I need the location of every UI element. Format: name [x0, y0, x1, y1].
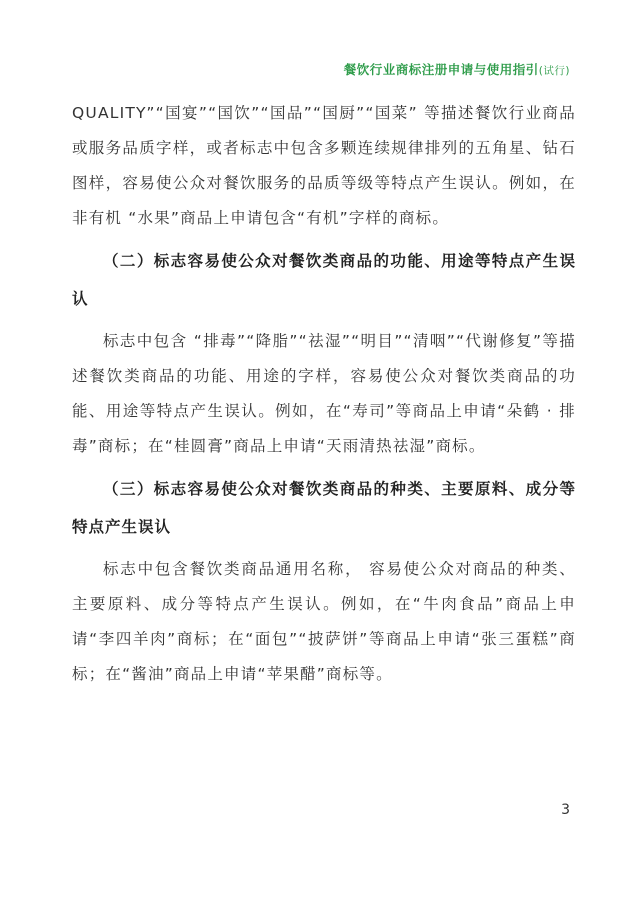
document-body	[72, 96, 576, 692]
running-header-title: 餐饮行业商标注册申请与使用指引	[343, 62, 539, 77]
running-header	[344, 60, 570, 78]
body-paragraph-2: 标志中包含 “排毒”“降脂”“祛湿”“明目”“清咽”“代谢修复”等描述餐饮类商品的功能、用途的字样，容易使公众对餐饮类商品的功能、用途等特点产生误认。例如，在“寿司”等商品上申请“朵鹤 · 排毒”商标；在“桂圆膏”商品上申请“天雨清热祛湿”商标。	[72, 332, 576, 455]
body-paragraph-1: QUALITY”“国宴”“国饮”“国品”“国厨”“国菜” 等描述餐饮行业商品或服务品质字样，或者标志中包含多颗连续规律排列的五角星、钻石图样，容易使公众对餐饮服务的品质等级等特点产生误认。例如，在非有机 “水果”商品上申请包含“有机”字样的商标。	[72, 104, 576, 227]
running-header-trial: (试行)	[538, 65, 570, 77]
body-paragraph-3: 标志中包含餐饮类商品通用名称， 容易使公众对商品的种类、主要原料、成分等特点产生误认。例如，在“牛肉食品”商品上申请“李四羊肉”商标；在“面包”“披萨饼”等商品上申请“张三蛋糕”商标；在“酱油”商品上申请“苹果醋”商标等。	[72, 560, 576, 683]
section-heading-2: （二）标志容易使公众对餐饮类商品的功能、用途等特点产生误认	[72, 252, 576, 308]
page-number: 3	[561, 802, 570, 818]
section-heading-3: （三）标志容易使公众对餐饮类商品的种类、主要原料、成分等特点产生误认	[72, 480, 576, 536]
